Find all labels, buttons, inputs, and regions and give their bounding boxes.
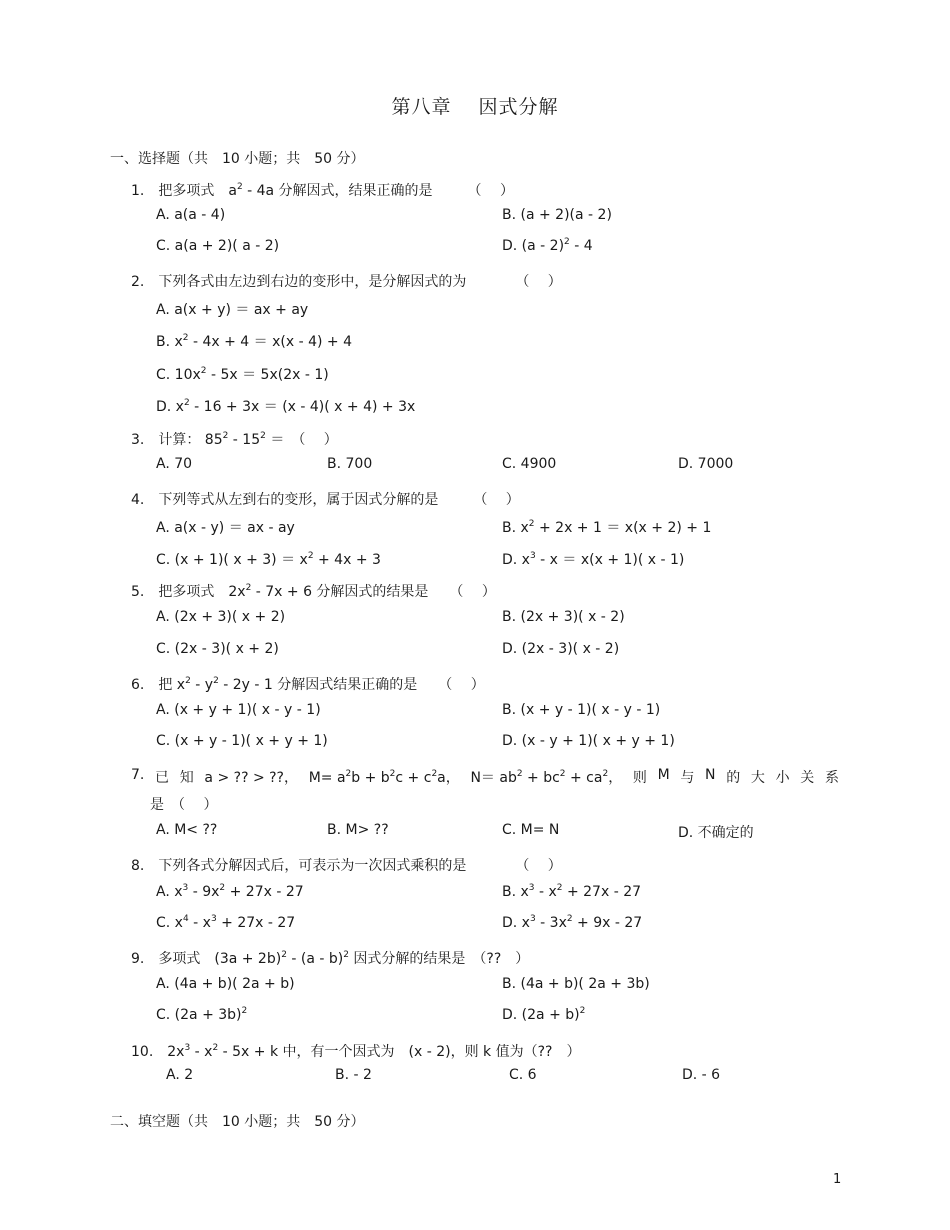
question-2-option-b: B. $x^2 - 4x + 4 = x(x - 4) + 4$ <box>156 333 353 350</box>
question-7-stem: 7. 已 知 a > ?? > ??， $M= a^2b + b^2c + c^2a$， $N= ab^2 + bc^2 + ca^2$， 则 M 与 N 的 大 小 关 系 <box>131 767 839 786</box>
question-4-option-c: C. (x + 1)( $x + 3) = x^2 + 4x + 3$ <box>156 551 381 568</box>
question-2-option-d: D. $x^2 - 16 + 3x = (x - 4)$( x + 4) + 3x <box>156 398 416 415</box>
question-4-stem: 4. 下列等式从左到右的变形，属于因式分解的是 （ ） <box>131 492 520 508</box>
question-5-option-d: D. (2x - 3)( x - 2) <box>502 641 620 657</box>
question-5-option-a: A. (2x + 3)( x + 2) <box>156 609 286 625</box>
question-9-option-b: B. (4a + b)( 2a + 3b) <box>502 976 650 992</box>
question-9-stem: 9. 多项式 $(3a + 2b)^2 - (a - b)^2$ 因式分解的结果是 （?? ） <box>131 950 530 967</box>
question-8-option-c: C. $x^4 - x^3 + 27x - 27$ <box>156 914 296 931</box>
question-6-option-d: D. (x - y + 1)( x + y + 1) <box>502 733 675 749</box>
question-10-option-b: B. - 2 <box>335 1067 372 1083</box>
question-3-option-c: C. 4900 <box>502 456 557 472</box>
question-6-option-b: B. (x + y - 1)( x - y - 1) <box>502 702 661 718</box>
question-3-option-d: D. 7000 <box>678 456 734 472</box>
question-7-option-a: A. M< ?? <box>156 822 218 838</box>
question-10-option-c: C. 6 <box>509 1067 537 1083</box>
question-10-stem: 10. $2x^3 - x^2 - 5x + k$ 中，有一个因式为 (x - 2)，则 k 值为（?? ） <box>131 1043 581 1060</box>
question-1-option-d: D. (a - 2)$^2$ - 4 <box>502 237 593 254</box>
question-3-option-b: B. 700 <box>327 456 373 472</box>
question-9-option-c: C. $(2a + 3b)^2$ <box>156 1006 248 1023</box>
question-5-option-b: B. (2x + 3)( x - 2) <box>502 609 625 625</box>
section-heading-choice: 一、选择题（共 10 小题；共 50 分） <box>110 151 365 167</box>
page-number: 1 <box>833 1172 842 1187</box>
question-2-option-c: C. $10x^2 - 5x = 5x(2x - 1)$ <box>156 366 329 383</box>
question-8-option-b: B. $x^3 - x^2 + 27x - 27$ <box>502 883 642 900</box>
question-4-option-a: A. a(x - y) ＝ ax - ay <box>156 520 295 536</box>
question-4-option-b: B. $x^2 + 2x + 1 = x(x + 2) + 1$ <box>502 519 712 536</box>
question-6-stem: 6. 把 $x^2 - y^2 - 2y - 1$ 分解因式结果正确的是 （ ） <box>131 676 485 693</box>
question-2-stem: 2. 下列各式由左边到右边的变形中，是分解因式的为 （ ） <box>131 274 562 290</box>
question-1-option-c: C. a(a + 2)( a - 2) <box>156 238 280 254</box>
question-8-option-a: A. $x^3 - 9x^2 + 27x - 27$ <box>156 883 304 900</box>
question-1-option-b: B. (a + 2)(a - 2) <box>502 207 612 223</box>
question-7-option-c: C. M= N <box>502 822 560 838</box>
question-3-stem: 3. 计算： $85^2 - 15^2$ ＝ （ ） <box>131 431 338 448</box>
question-7-option-b: B. M> ?? <box>327 822 389 838</box>
question-4-option-d: D. $x^3 - x = x(x + 1)$( x - 1) <box>502 551 685 568</box>
question-9-option-a: A. (4a + b)( 2a + b) <box>156 976 295 992</box>
page-title: 第八章 因式分解 <box>391 96 559 118</box>
question-10-option-d: D. - 6 <box>682 1067 721 1083</box>
question-6-option-a: A. (x + y + 1)( x - y - 1) <box>156 702 321 718</box>
question-8-option-d: D. $x^3 - 3x^2 + 9x - 27$ <box>502 914 643 931</box>
question-8-stem: 8. 下列各式分解因式后，可表示为一次因式乘积的是 （ ） <box>131 858 562 874</box>
question-9-option-d: D. $(2a + b)^2$ <box>502 1006 586 1023</box>
question-3-option-a: A. 70 <box>156 456 193 472</box>
question-2-option-a: A. a(x + y) ＝ ax + ay <box>156 302 309 318</box>
question-10-option-a: A. 2 <box>166 1067 194 1083</box>
section-heading-fill-in: 二、填空题（共 10 小题；共 50 分） <box>110 1114 365 1130</box>
question-6-option-c: C. (x + y - 1)( x + y + 1) <box>156 733 328 749</box>
question-5-option-c: C. (2x - 3)( x + 2) <box>156 641 279 657</box>
question-7-option-d: D. 不确定的 <box>678 825 754 841</box>
question-1-stem: 1. 把多项式 $a^2 - 4a$ 分解因式，结果正确的是 （ ） <box>131 182 515 199</box>
question-1-option-a: A. a(a - 4) <box>156 207 226 223</box>
question-5-stem: 5. 把多项式 $2x^2 - 7x + 6$ 分解因式的结果是 （ ） <box>131 583 496 600</box>
question-7-stem-line2: 是 （ ） <box>150 797 218 813</box>
